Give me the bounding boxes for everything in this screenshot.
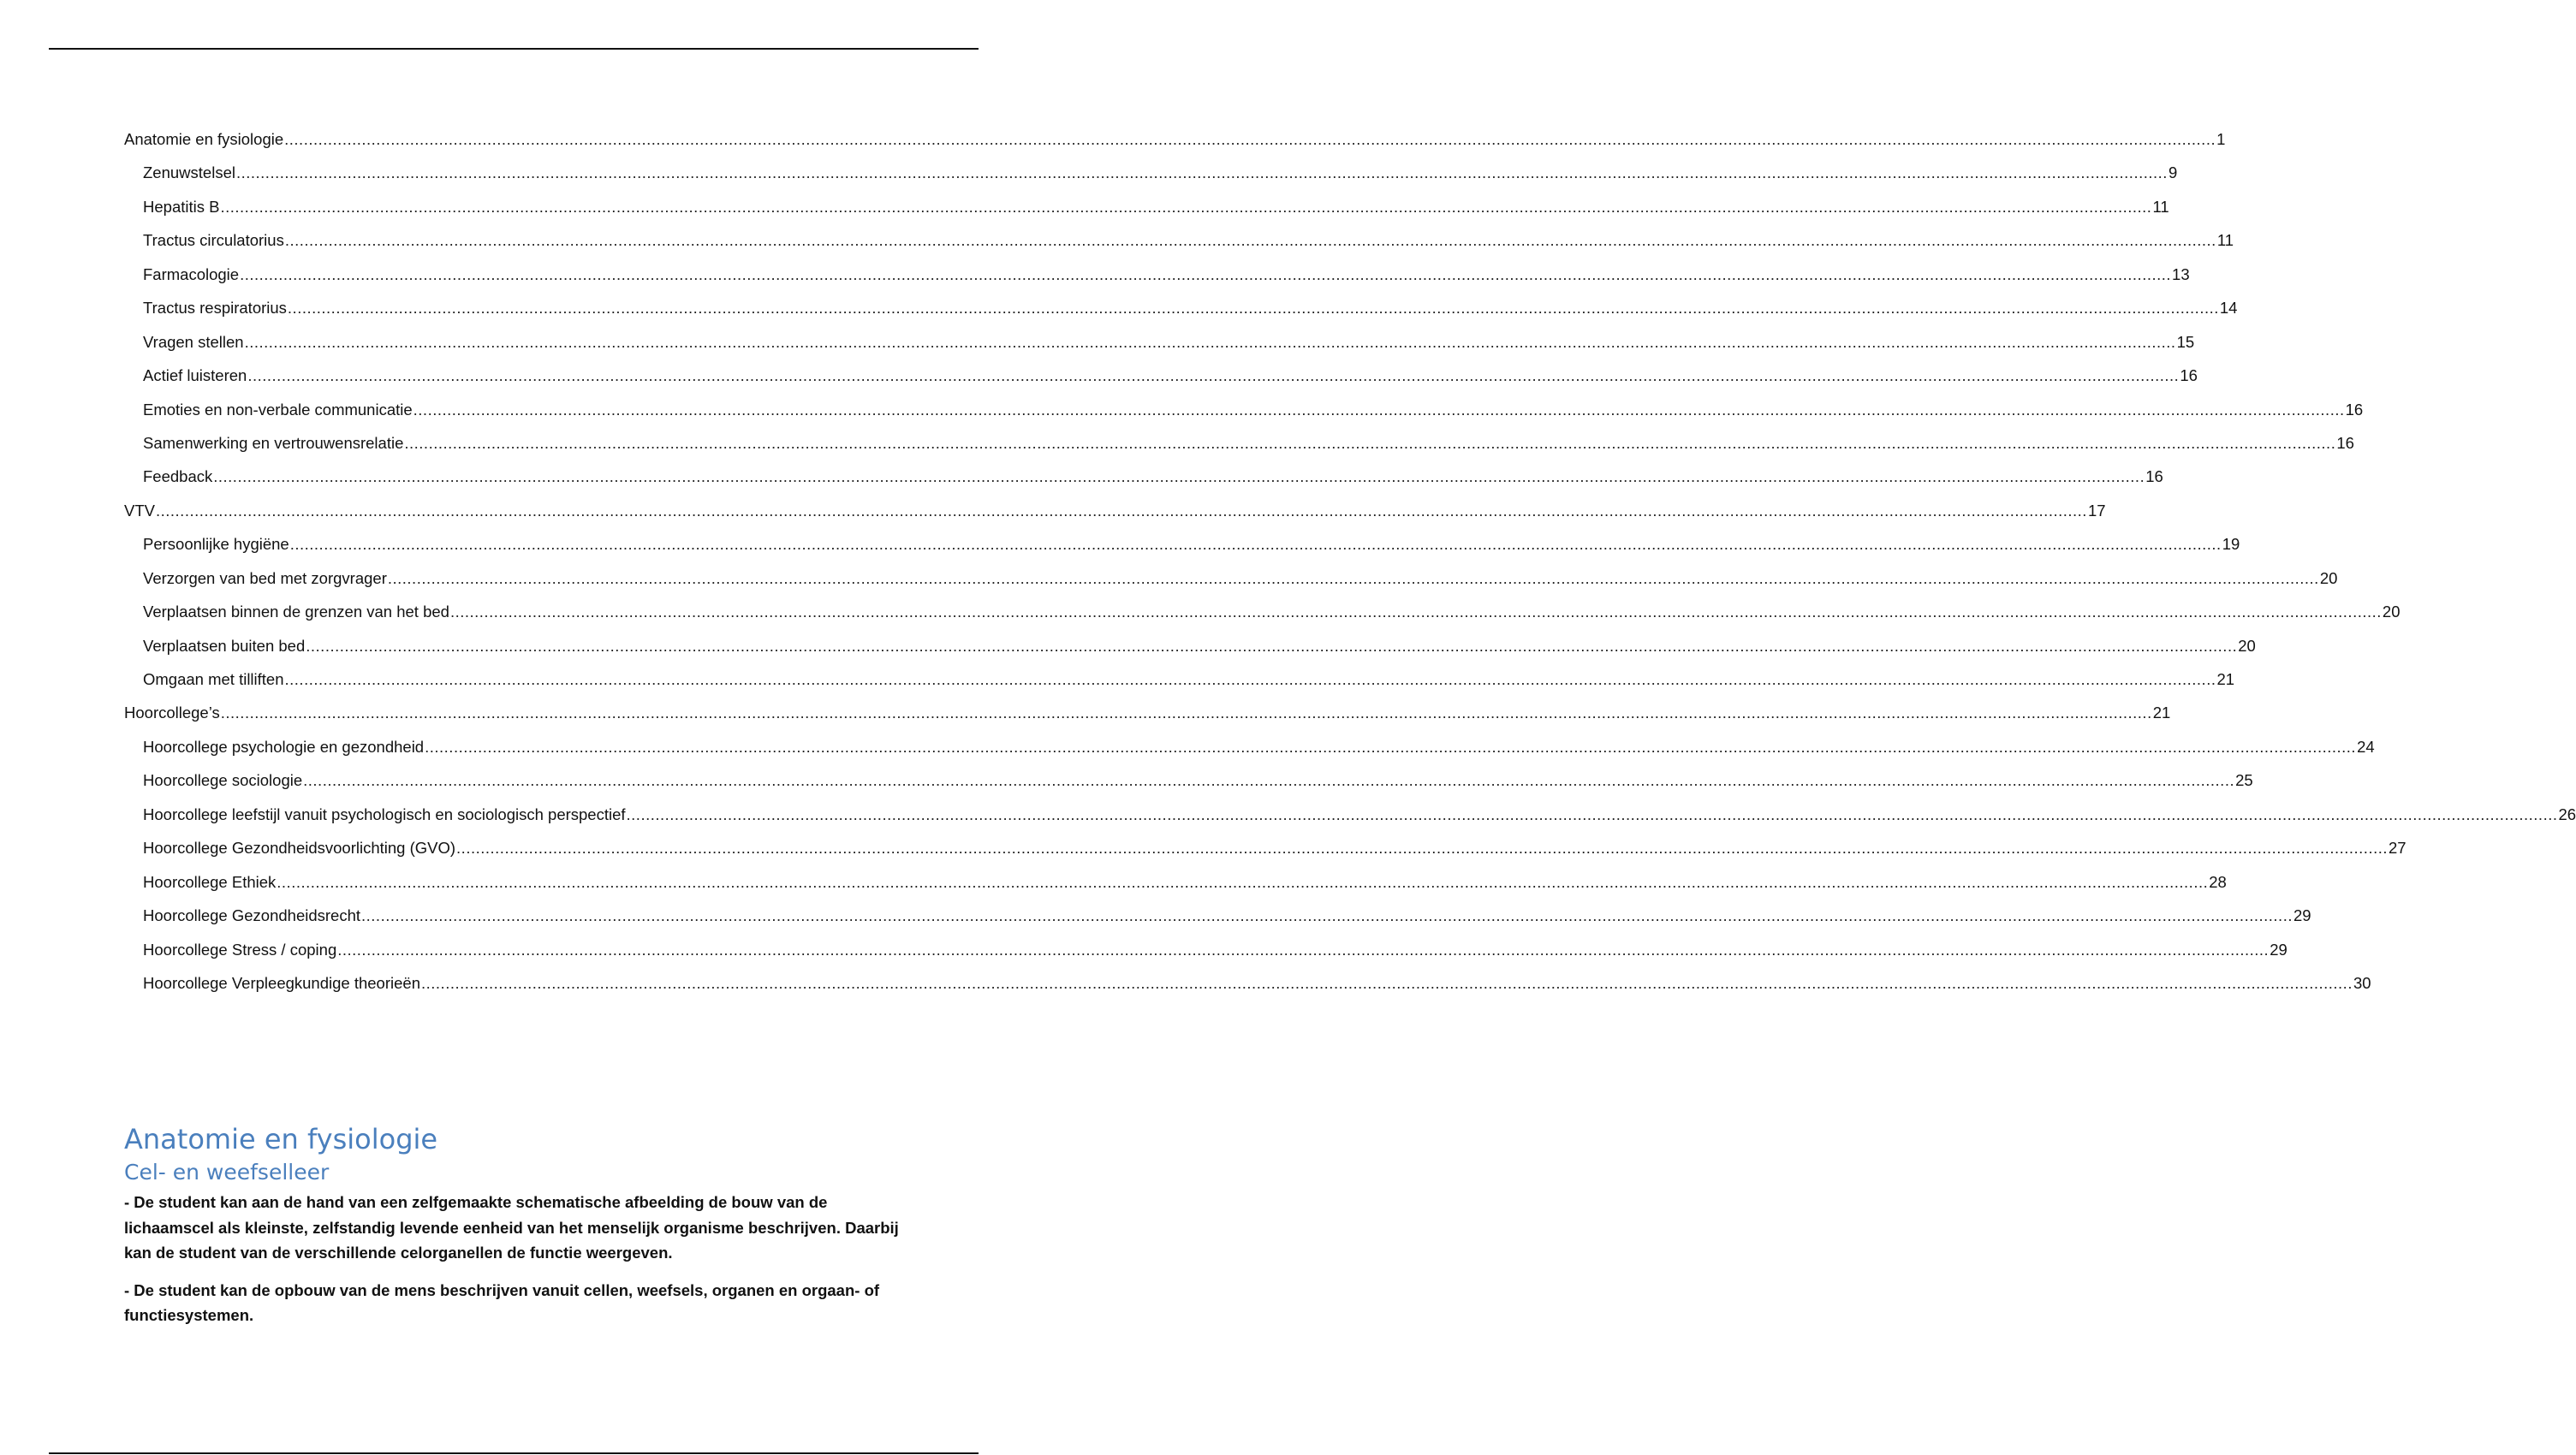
toc-entry-title: Persoonlijke hygiëne: [143, 535, 289, 554]
toc-entry[interactable]: [124, 595, 2400, 628]
toc-entry-page: 9: [2168, 163, 2178, 182]
footer-rule: [49, 1452, 979, 1454]
toc-entry-title: Tractus circulatorius: [143, 231, 284, 250]
toc-entry-title: Hoorcollege’s: [124, 704, 220, 722]
toc-leader-dots: ................................................................................................................................................................................................................................................................................................................................................................................................................: [404, 433, 2336, 452]
toc-leader-dots: ................................................................................................................................................................................................................................................................................................................................................................................................................: [240, 264, 2172, 283]
toc-entry[interactable]: [124, 763, 2253, 797]
toc-entry-title: Actief luisteren: [143, 366, 247, 385]
toc-entry-title: Zenuwstelsel: [143, 163, 235, 182]
toc-entry-page: 30: [2353, 973, 2371, 992]
toc-entry-page: 26: [2558, 805, 2576, 823]
toc-entry[interactable]: [124, 865, 2227, 899]
toc-leader-dots: ................................................................................................................................................................................................................................................................................................................................................................................................................: [220, 704, 2152, 722]
toc-entry-title: Samenwerking en vertrouwensrelatie: [143, 433, 404, 452]
toc-entry-page: 11: [2216, 231, 2234, 250]
toc-entry-page: 16: [2345, 400, 2364, 419]
toc-entry[interactable]: [124, 258, 2190, 291]
toc-leader-dots: ................................................................................................................................................................................................................................................................................................................................................................................................................: [235, 163, 2168, 182]
toc-entry[interactable]: [124, 933, 2287, 966]
toc-leader-dots: ................................................................................................................................................................................................................................................................................................................................................................................................................: [289, 535, 2222, 554]
toc-entry-page: 20: [2238, 636, 2256, 655]
toc-entry-page: 16: [2145, 467, 2163, 486]
toc-entry-page: 17: [2087, 501, 2106, 520]
toc-leader-dots: ................................................................................................................................................................................................................................................................................................................................................................................................................: [303, 771, 2235, 790]
toc-entry[interactable]: [124, 831, 2406, 864]
heading-1: Anatomie en fysiologie: [124, 1123, 438, 1155]
toc-entry-title: Hoorcollege Stress / coping: [143, 940, 337, 959]
toc-entry-page: 13: [2172, 264, 2190, 283]
toc-entry-page: 25: [2235, 771, 2253, 790]
toc-leader-dots: ................................................................................................................................................................................................................................................................................................................................................................................................................: [449, 603, 2382, 621]
toc-entry-title: Emoties en non-verbale communicatie: [143, 400, 413, 419]
toc-entry-title: Verplaatsen buiten bed: [143, 636, 306, 655]
toc-entry[interactable]: [124, 393, 2364, 426]
toc-entry-title: Vragen stellen: [143, 332, 244, 351]
toc-entry[interactable]: [124, 122, 2226, 156]
toc-entry[interactable]: [124, 190, 2169, 223]
toc-entry-title: Verzorgen van bed met zorgvrager: [143, 568, 387, 587]
toc-entry-title: Hoorcollege Gezondheidsvoorlichting (GVO): [143, 839, 456, 858]
toc-entry-title: Hoorcollege sociologie: [143, 771, 303, 790]
toc-entry-title: Anatomie en fysiologie: [124, 130, 284, 148]
toc-entry-title: Omgaan met tilliften: [143, 670, 284, 688]
toc-leader-dots: ................................................................................................................................................................................................................................................................................................................................................................................................................: [387, 568, 2319, 587]
toc-leader-dots: ................................................................................................................................................................................................................................................................................................................................................................................................................: [306, 636, 2238, 655]
toc-entry-page: 20: [2319, 568, 2338, 587]
toc-entry-page: 28: [2209, 872, 2227, 891]
toc-entry-title: Farmacologie: [143, 264, 240, 283]
toc-leader-dots: ................................................................................................................................................................................................................................................................................................................................................................................................................: [425, 737, 2357, 756]
toc-entry[interactable]: [124, 966, 2371, 1000]
header-rule: [49, 48, 979, 50]
toc-entry[interactable]: [124, 730, 2375, 763]
toc-entry-page: 14: [2219, 299, 2238, 318]
toc-leader-dots: ................................................................................................................................................................................................................................................................................................................................................................................................................: [284, 231, 2216, 250]
toc-leader-dots: ................................................................................................................................................................................................................................................................................................................................................................................................................: [456, 839, 2389, 858]
toc-entry-page: 21: [2152, 704, 2171, 722]
toc-entry[interactable]: [124, 899, 2311, 932]
toc-entry-title: Hoorcollege Gezondheidsrecht: [143, 906, 361, 925]
toc-entry[interactable]: [124, 460, 2163, 493]
toc-entry-page: 1: [2216, 130, 2226, 148]
toc-entry-page: 29: [2270, 940, 2287, 959]
toc-entry[interactable]: [124, 291, 2238, 324]
toc-entry-page: 16: [2336, 433, 2354, 452]
toc-entry-page: 21: [2216, 670, 2235, 688]
toc-leader-dots: ................................................................................................................................................................................................................................................................................................................................................................................................................: [421, 973, 2353, 992]
toc-leader-dots: ................................................................................................................................................................................................................................................................................................................................................................................................................: [413, 400, 2345, 419]
toc-entry-title: Hoorcollege leefstijl vanuit psychologisch en sociologisch perspectief: [143, 805, 626, 823]
toc-entry[interactable]: [124, 359, 2198, 392]
heading-2: Cel- en weefselleer: [124, 1160, 330, 1185]
toc-entry[interactable]: [124, 696, 2171, 729]
toc-entry-title: Tractus respiratorius: [143, 299, 287, 318]
toc-entry-page: 20: [2382, 603, 2400, 621]
toc-leader-dots: ................................................................................................................................................................................................................................................................................................................................................................................................................: [287, 299, 2219, 318]
toc-leader-dots: ................................................................................................................................................................................................................................................................................................................................................................................................................: [277, 872, 2209, 891]
toc-entry[interactable]: [124, 561, 2338, 595]
toc-entry[interactable]: [124, 494, 2106, 527]
toc-leader-dots: ................................................................................................................................................................................................................................................................................................................................................................................................................: [244, 332, 2176, 351]
toc-entry-page: 27: [2389, 839, 2406, 858]
toc-entry[interactable]: [124, 223, 2234, 257]
section-content: [124, 1119, 903, 1340]
toc-entry-title: Hepatitis B: [143, 197, 220, 216]
toc-entry-title: Feedback: [143, 467, 213, 486]
toc-entry[interactable]: [124, 798, 2576, 831]
toc-entry-page: 29: [2293, 906, 2311, 925]
toc-leader-dots: ................................................................................................................................................................................................................................................................................................................................................................................................................: [220, 197, 2152, 216]
toc-leader-dots: ................................................................................................................................................................................................................................................................................................................................................................................................................: [284, 670, 2216, 688]
toc-entry[interactable]: [124, 156, 2178, 189]
toc-entry[interactable]: [124, 325, 2195, 359]
toc-entry-page: 11: [2152, 197, 2169, 216]
toc-entry[interactable]: [124, 662, 2235, 696]
toc-entry-title: Hoorcollege psychologie en gezondheid: [143, 737, 425, 756]
toc-leader-dots: ................................................................................................................................................................................................................................................................................................................................................................................................................: [247, 366, 2180, 385]
toc-entry[interactable]: [124, 426, 2354, 460]
toc-leader-dots: ................................................................................................................................................................................................................................................................................................................................................................................................................: [284, 130, 2216, 148]
toc-entry-page: 24: [2357, 737, 2375, 756]
toc-entry-title: Hoorcollege Ethiek: [143, 872, 277, 891]
toc-leader-dots: ................................................................................................................................................................................................................................................................................................................................................................................................................: [213, 467, 2145, 486]
toc-leader-dots: ................................................................................................................................................................................................................................................................................................................................................................................................................: [155, 501, 2087, 520]
toc-entry[interactable]: [124, 629, 2256, 662]
toc-entry[interactable]: [124, 527, 2240, 561]
toc-leader-dots: ................................................................................................................................................................................................................................................................................................................................................................................................................: [361, 906, 2293, 925]
toc-leader-dots: ................................................................................................................................................................................................................................................................................................................................................................................................................: [337, 940, 2270, 959]
paragraph: - De student kan aan de hand van een zelfgemaakte schematische afbeelding de bouw van de lichaamscel als kleinste, zelfstandig levende eenheid van het menselijk organisme beschrijven. Daarbij kan de student van de verschillende celorganellen de functie weergeven.: [124, 1193, 899, 1262]
toc-entry-title: Hoorcollege Verpleegkundige theorieën: [143, 973, 420, 992]
toc-entry-page: 15: [2176, 332, 2195, 351]
toc-entry-page: 19: [2222, 535, 2240, 554]
paragraph: - De student kan de opbouw van de mens beschrijven vanuit cellen, weefsels, organen en orgaan- of functiesystemen.: [124, 1280, 880, 1324]
toc-entry-title: VTV: [124, 501, 155, 520]
toc-entry-title: Verplaatsen binnen de grenzen van het bed: [143, 603, 449, 621]
toc-leader-dots: ................................................................................................................................................................................................................................................................................................................................................................................................................: [626, 805, 2558, 823]
table-of-contents: [124, 122, 2576, 1000]
toc-entry-page: 16: [2180, 366, 2198, 385]
